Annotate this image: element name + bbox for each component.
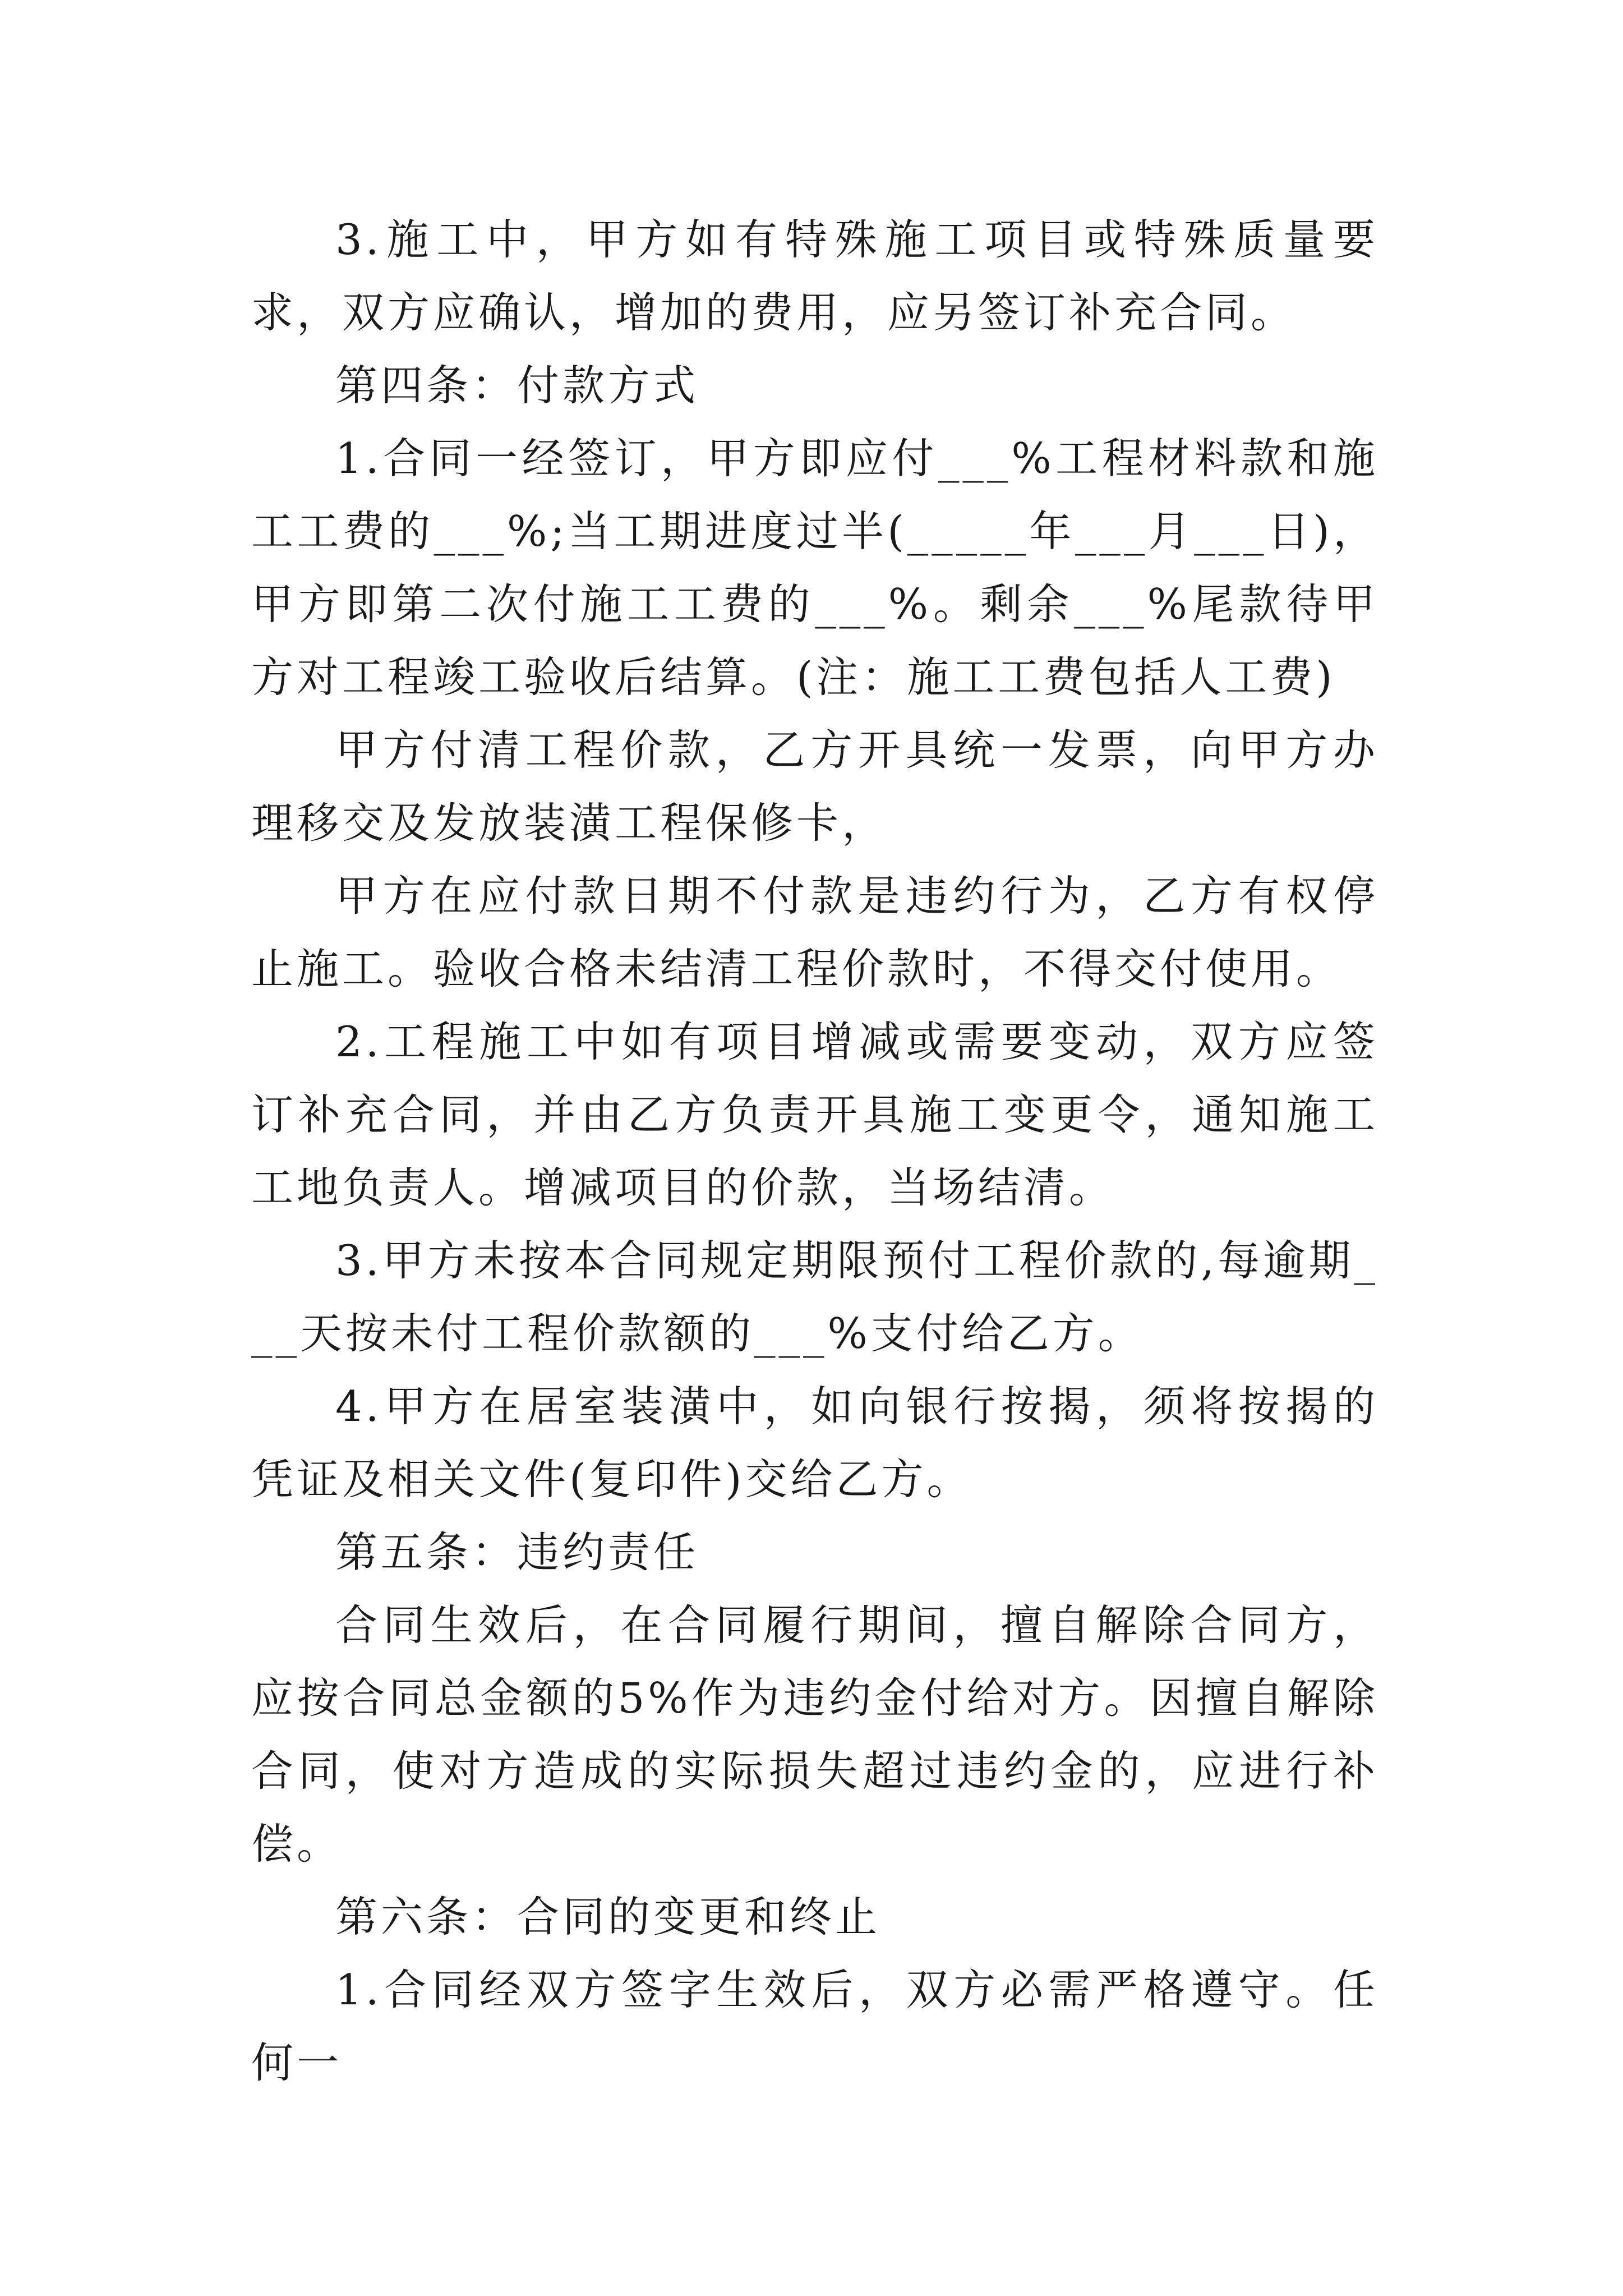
paragraph-payment-schedule: 1.合同一经签订，甲方即应付___%工程材料款和施工工费的___%;当工期进度过半(_____年___月___日)，甲方即第二次付施工工费的___%。剩余___%尾款待甲方对工程竣工验收后结算。(注：施工工费包括人工费) <box>251 434 1378 702</box>
paragraph-liquidated-damages: 合同生效后，在合同履行期间，擅自解除合同方，应按合同总金额的5%作为违约金付给对方。因擅自解除合同，使对方造成的实际损失超过违约金的，应进行补偿。 <box>251 1600 1378 1869</box>
paragraph-late-payment-default: 甲方在应付款日期不付款是违约行为，乙方有权停止施工。验收合格未结清工程价款时，不得交付使用。 <box>251 871 1378 993</box>
paragraph-project-changes: 2.工程施工中如有项目增减或需要变动，双方应签订补充合同，并由乙方负责开具施工变更令，通知施工工地负责人。增减项目的价款，当场结清。 <box>251 1017 1378 1212</box>
paragraph-mortgage-documents: 4.甲方在居室装潢中，如向银行按揭，须将按揭的凭证及相关文件(复印件)交给乙方。 <box>251 1382 1378 1504</box>
paragraph-contract-binding: 1.合同经双方签字生效后，双方必需严格遵守。任何一 <box>251 1965 1378 2087</box>
heading-article-4-payment-method: 第四条：付款方式 <box>335 361 699 410</box>
heading-article-5-liability: 第五条：违约责任 <box>335 1527 699 1577</box>
paragraph-clause-3-special-requirements: 3.施工中，甲方如有特殊施工项目或特殊质量要求，双方应确认，增加的费用，应另签订补充合同。 <box>251 215 1378 337</box>
heading-article-6-change-termination: 第六条：合同的变更和终止 <box>335 1892 881 1941</box>
document-body <box>251 203 1378 2099</box>
paragraph-overdue-penalty: 3.甲方未按本合同规定期限预付工程价款的,每逾期___天按未付工程价款额的___%支付给乙方。 <box>251 1236 1378 1358</box>
paragraph-invoice-and-warranty: 甲方付清工程价款，乙方开具统一发票，向甲方办理移交及发放装潢工程保修卡， <box>251 725 1378 848</box>
